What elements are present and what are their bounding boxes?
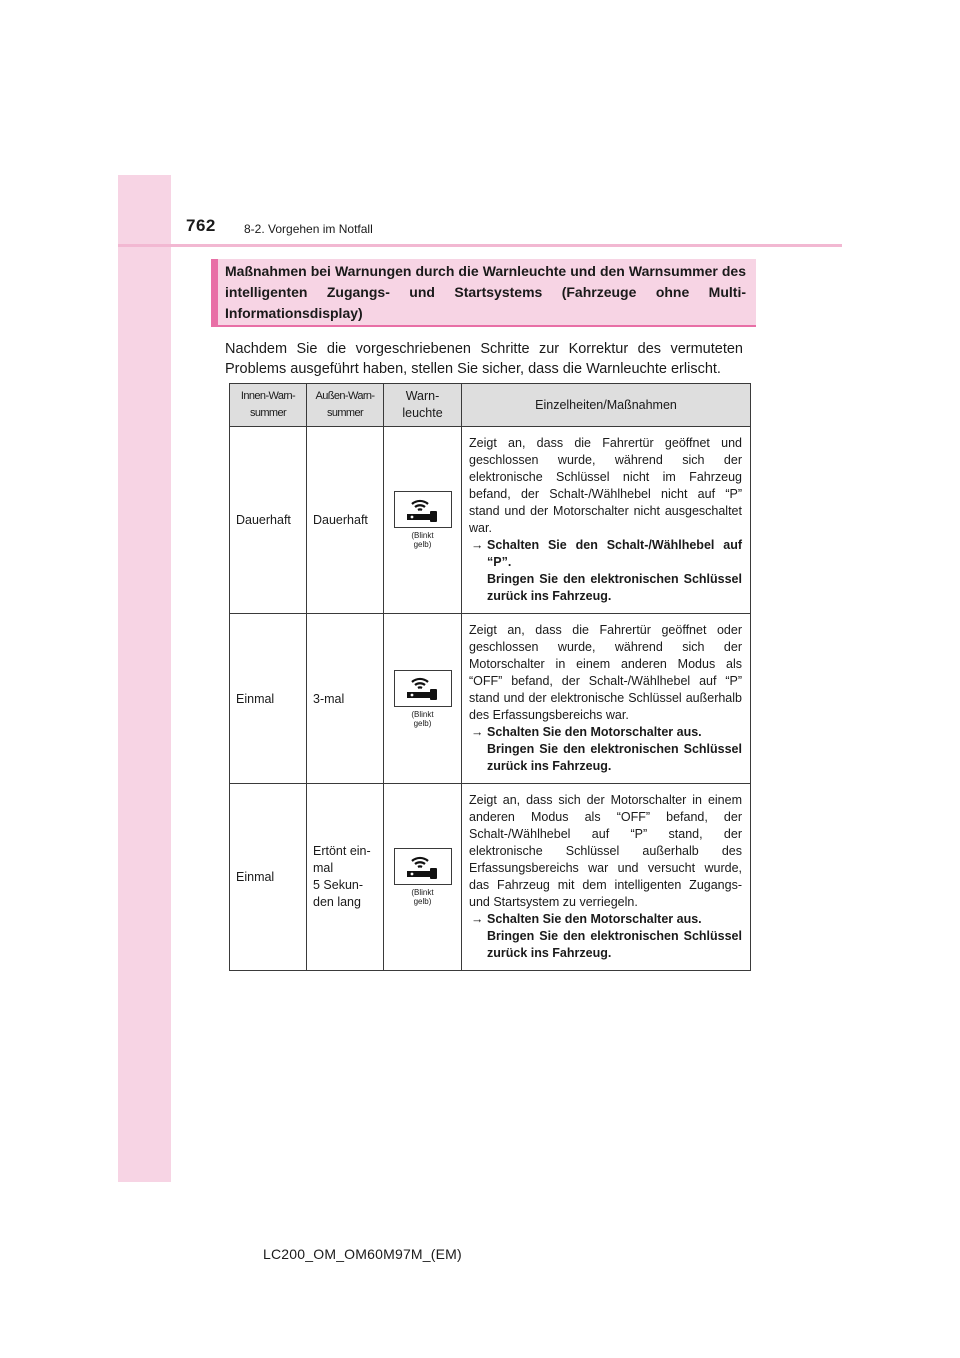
warning-lamp-cell [384,427,462,614]
table-row [230,427,751,614]
details-cell [462,427,751,614]
header-warning-lamp: Warn- leuchte [384,384,462,427]
arrow-icon: → [471,724,484,739]
table-row [230,614,751,784]
table-header-row [230,384,751,427]
header-inner-buzzer: Innen-Warn- summer [230,384,307,427]
smart-key-warning-icon [394,848,452,885]
footer-code: LC200_OM_OM60M97M_(EM) [263,1246,462,1262]
section-title: 8-2. Vorgehen im Notfall [244,222,373,236]
details-cell [462,784,751,971]
warning-lamp-cell [384,614,462,784]
table-row [230,784,751,971]
action-step: → Schalten Sie den Motorschalter aus. [471,911,702,926]
lamp-caption: (Blinkt gelb) [411,709,434,728]
inner-buzzer-cell: Einmal [230,784,307,971]
details-description: Zeigt an, dass sich der Motorschalter in einem anderen Modus als “OFF” befand, der Schalt-/Wählhebel auf “P” stand, der elektronische Schlüssel außerhalb des Erfassungsbereichs war und versucht wurde, das Fahrzeug mit dem intelligenten Zugangs- und Startsystem zu verriegeln. [469,792,742,909]
arrow-icon: → [471,537,484,552]
outer-buzzer-cell: Dauerhaft [307,427,384,614]
action-step: Bringen Sie den elektronischen Schlüssel zurück ins Fahrzeug. [487,571,742,603]
action-step: Bringen Sie den elektronischen Schlüssel zurück ins Fahrzeug. [487,741,742,773]
intro-paragraph: Nachdem Sie die vorgeschriebenen Schritte zur Korrektur des vermuteten Problems ausgeführt haben, stellen Sie sicher, dass die Warnleuchte erlischt. [225,341,743,377]
warning-lamp-cell [384,784,462,971]
lamp-caption: (Blinkt gelb) [411,888,434,906]
action-step: → Schalten Sie den Schalt-/Wählhebel auf “P”. [471,537,742,569]
details-description: Zeigt an, dass die Fahrertür geöffnet und geschlossen wurde, während sich der elektronische Schlüssel nicht im Fahrzeug befand, der Schalt-/Wählhebel nicht auf “P” stand und der Motorschalter nicht ausgeschaltet war. [469,435,742,535]
smart-key-warning-icon [394,670,452,707]
header-rule [118,244,842,247]
callout-box [211,259,756,327]
outer-buzzer-cell: Ertönt ein- mal 5 Sekun- den lang [307,784,384,971]
inner-buzzer-cell: Dauerhaft [230,427,307,614]
warning-table [229,383,751,971]
action-step: Bringen Sie den elektronischen Schlüssel zurück ins Fahrzeug. [487,928,742,960]
lamp-caption: (Blinkt gelb) [411,531,434,549]
smart-key-warning-icon [394,491,452,528]
details-cell [462,614,751,784]
details-description: Zeigt an, dass die Fahrertür geöffnet oder geschlossen wurde, während sich der Motorschalter in einem anderen Modus als “OFF” befand, der Schalt-/Wählhebel auf “P” stand und der elektronische Schlüssel außerhalb des Erfassungsbereichs war. [469,622,742,722]
callout-title: Maßnahmen bei Warnungen durch die Warnleuchte und den Warnsummer des intelligenten Zugangs- und Startsystems (Fahrzeuge ohne Multi-Informationsdisplay) [225,263,746,321]
action-step: → Schalten Sie den Motorschalter aus. [471,724,702,739]
arrow-icon: → [471,911,484,926]
page-number: 762 [186,216,216,235]
outer-buzzer-cell: 3-mal [307,614,384,784]
header-details: Einzelheiten/Maßnahmen [462,384,751,427]
side-margin-band [118,175,171,1182]
header-outer-buzzer: Außen-Warn- summer [307,384,384,427]
inner-buzzer-cell: Einmal [230,614,307,784]
